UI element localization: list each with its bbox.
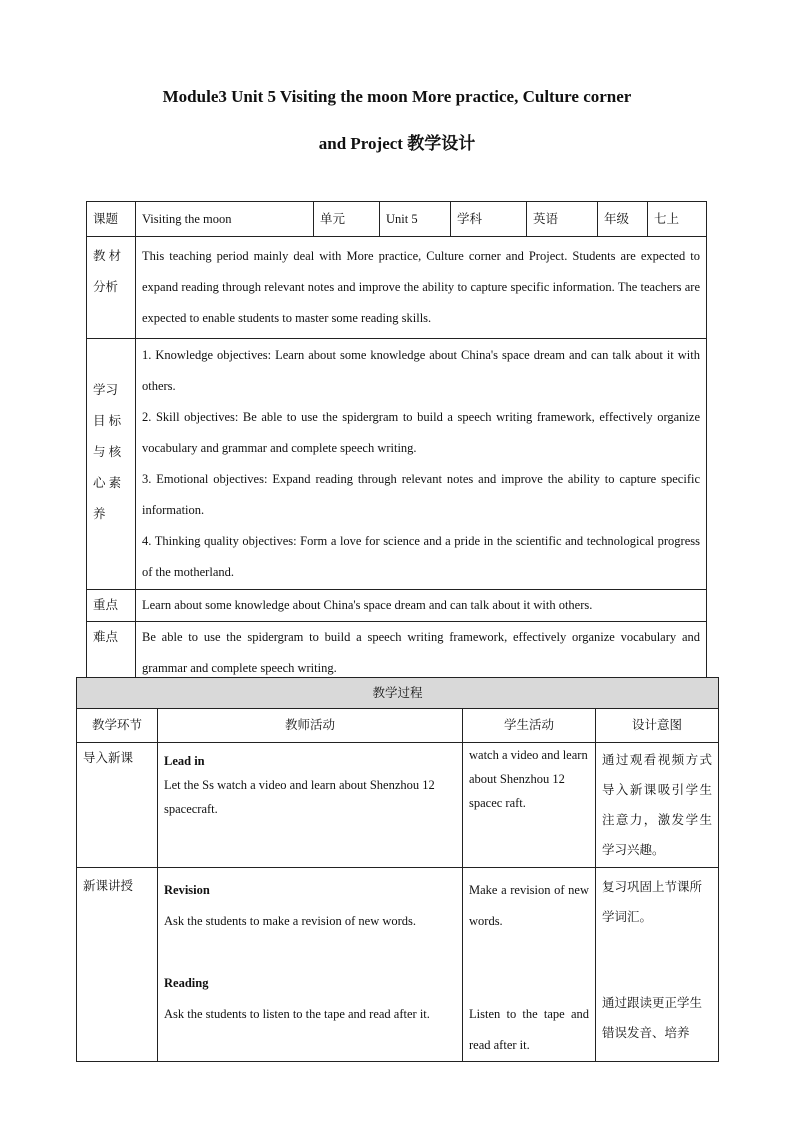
analysis-row [87,237,707,339]
stage-cell: 导入新课 [77,743,158,868]
objective-item: 1. Knowledge objectives: Learn about some knowledge about China's space dream and can talk about it with others. [142,348,700,393]
unit-label: 单元 [314,202,380,237]
subject-label: 学科 [451,202,527,237]
student-activity-cell: watch a video and learn about Shenzhou 12 spacec raft. [463,743,596,868]
process-header: 教学过程 [77,678,719,709]
student-activity-cell [463,868,596,1062]
course-info-table [86,201,707,685]
teacher-activity-cell [158,868,463,1062]
activity-text: Let the Ss watch a video and learn about Shenzhou 12 spacecraft. [164,778,435,816]
objectives-row [87,339,707,590]
process-row-new-lesson [77,868,719,1062]
grade-value: 七上 [648,202,707,237]
key-point-text: Learn about some knowledge about China's space dream and can talk about it with others. [136,590,707,622]
activity-title: Revision [164,883,210,897]
objectives-label: 学习 目 标 与 核 心 素 养 [87,339,136,590]
document-title-line-1: Module3 Unit 5 Visiting the moon More practice, Culture corner [162,87,632,106]
col-student: 学生活动 [463,709,596,743]
col-teacher: 教师活动 [158,709,463,743]
difficulty-row [87,622,707,685]
design-text: 通过跟读更正学生错误发音、培养 [602,996,703,1040]
design-text: 复习巩固上节课所学词汇。 [602,880,703,924]
student-text: Listen to the tape and read after it. [469,1007,589,1052]
process-row-lead-in [77,743,719,868]
activity-title: Reading [164,976,209,990]
teaching-process-table [76,677,719,1062]
teacher-activity-cell [158,743,463,868]
objective-item: 4. Thinking quality objectives: Form a love for science and a pride in the scientific and technological progress of the motherland. [142,534,700,579]
design-intent-cell [596,868,719,1062]
activity-text: Ask the students to listen to the tape and read after it. [164,1007,430,1021]
col-design: 设计意图 [596,709,719,743]
topic-value: Visiting the moon [136,202,314,237]
student-text: Make a revision of new words. [469,883,589,928]
document-title-line-2: and Project 教学设计 [318,134,476,153]
analysis-label: 教 材 分析 [87,237,136,339]
design-intent-cell: 通过观看视频方式导入新课吸引学生注意力，激发学生学习兴趣。 [596,743,719,868]
column-header-row [77,709,719,743]
analysis-text: This teaching period mainly deal with More practice, Culture corner and Project. Students are expected to expand reading through relevant notes and improve the ability to capture specific information. The teachers are expected to enable students to master some reading skills. [136,237,707,339]
difficulty-label: 难点 [87,622,136,685]
basic-info-row [87,202,707,237]
objective-item: 2. Skill objectives: Be able to use the spidergram to build a speech writing framework, effectively organize vocabulary and grammar and complete speech writing. [142,410,700,455]
stage-cell: 新课讲授 [77,868,158,1062]
topic-label: 课题 [87,202,136,237]
activity-text: Ask the students to make a revision of new words. [164,914,417,928]
subject-value: 英语 [527,202,598,237]
activity-title: Lead in [164,754,205,768]
objective-item: 3. Emotional objectives: Expand reading through relevant notes and improve the ability to capture specific information. [142,472,700,517]
key-point-label: 重点 [87,590,136,622]
unit-value: Unit 5 [380,202,451,237]
objectives-text [136,339,707,590]
grade-label: 年级 [598,202,648,237]
col-stage: 教学环节 [77,709,158,743]
key-point-row [87,590,707,622]
difficulty-text: Be able to use the spidergram to build a speech writing framework, effectively organize vocabulary and grammar and complete speech writing. [136,622,707,685]
